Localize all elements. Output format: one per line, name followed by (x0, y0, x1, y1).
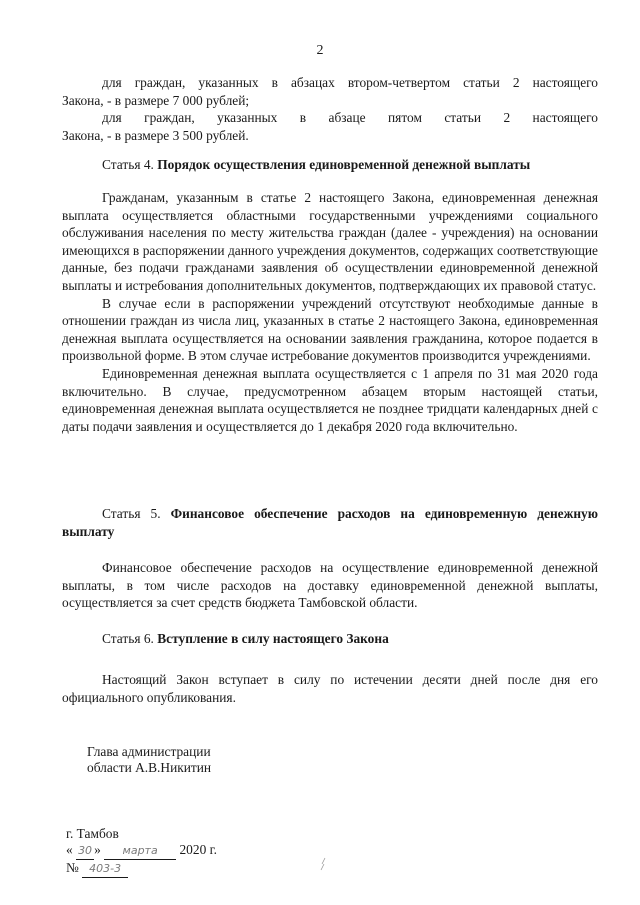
intro-items (62, 74, 598, 144)
signature-title: Глава администрации (87, 744, 211, 759)
article-4-prefix: Статья 4. (102, 157, 158, 172)
article-4-body (62, 189, 598, 435)
article-6-prefix: Статья 6. (102, 631, 158, 646)
intro-item-1-line1: для граждан, указанных в абзацах втором-четвертом статьи 2 настоящего (102, 75, 598, 90)
issue-date-year: 2020 г. (179, 842, 217, 857)
article-6-title: Вступление в силу настоящего Закона (157, 631, 389, 646)
article-4-paragraph: Гражданам, указанным в статье 2 настоящего Закона, единовременная денежная выплата осуществляется областными государственными учреждениями социального обслуживания населения по месту жительства граждан (далее - учреждения) на основании имеющихся в распоряжении данного учреждения документов, содержащих соответствующие данные, без подачи гражданами заявления об осуществлении единовременной денежной выплаты и истребования дополнительных документов, подтверждающих их правовой статус. (62, 190, 598, 293)
article-6-body (62, 671, 598, 706)
article-5-body (62, 559, 598, 612)
issue-date-month: марта (104, 843, 176, 860)
article-6-heading (62, 630, 598, 648)
article-4-paragraph: В случае если в распоряжении учреждений отсутствуют необходимые данные в отношении граждан из числа лиц, указанных в статье 2 настоящего Закона, единовременная денежная выплата осуществляется на основании заявления гражданина, которое подается в произвольной форме. В этом случае истребование документов производится учреждениями. (62, 295, 598, 364)
issue-number-label: № (66, 860, 79, 875)
issue-date-day: 30 (76, 843, 94, 860)
issue-date: « 30 » марта 2020 г. (66, 842, 366, 860)
issue-city: г. Тамбов (66, 826, 119, 841)
intro-item-2-line1: для граждан, указанных в абзаце пятом статьи 2 настоящего (102, 110, 598, 126)
article-5-title: Финансовое обеспечение расходов на единовременную денежную выплату (62, 506, 598, 539)
signature-name: области А.В.Никитин (87, 760, 212, 775)
intro-item-2-line2: Закона, - в размере 3 500 рублей. (62, 127, 249, 143)
article-5-paragraph: Финансовое обеспечение расходов на осуществление единовременной денежной выплаты, в том числе расходов на доставку единовременной денежной выплаты, осуществляется за счет средств бюджета Тамбовской области. (62, 560, 598, 611)
intro-item-1-line2: Закона, - в размере 7 000 рублей; (62, 92, 250, 108)
signature-block (87, 744, 387, 776)
article-5-prefix: Статья 5. (102, 506, 171, 521)
article-6-paragraph: Настоящий Закон вступает в силу по истечении десяти дней после дня его официального опубликования. (62, 672, 598, 705)
article-4-title: Порядок осуществления единовременной денежной выплаты (157, 157, 531, 172)
issue-number-value: 403-3 (82, 861, 128, 878)
article-4-heading (62, 156, 598, 174)
page-number: 2 (316, 43, 324, 58)
scan-mark-icon (319, 857, 327, 871)
article-4-paragraph: Единовременная денежная выплата осуществляется с 1 апреля по 31 мая 2020 года включительно. В случае, предусмотренном абзацем вторым настоящей статьи, единовременная денежная выплата осуществляется не позднее тридцати календарных дней с даты подачи заявления и осуществляется до 1 декабря 2020 года включительно. (62, 365, 598, 434)
article-5-heading (62, 505, 598, 540)
